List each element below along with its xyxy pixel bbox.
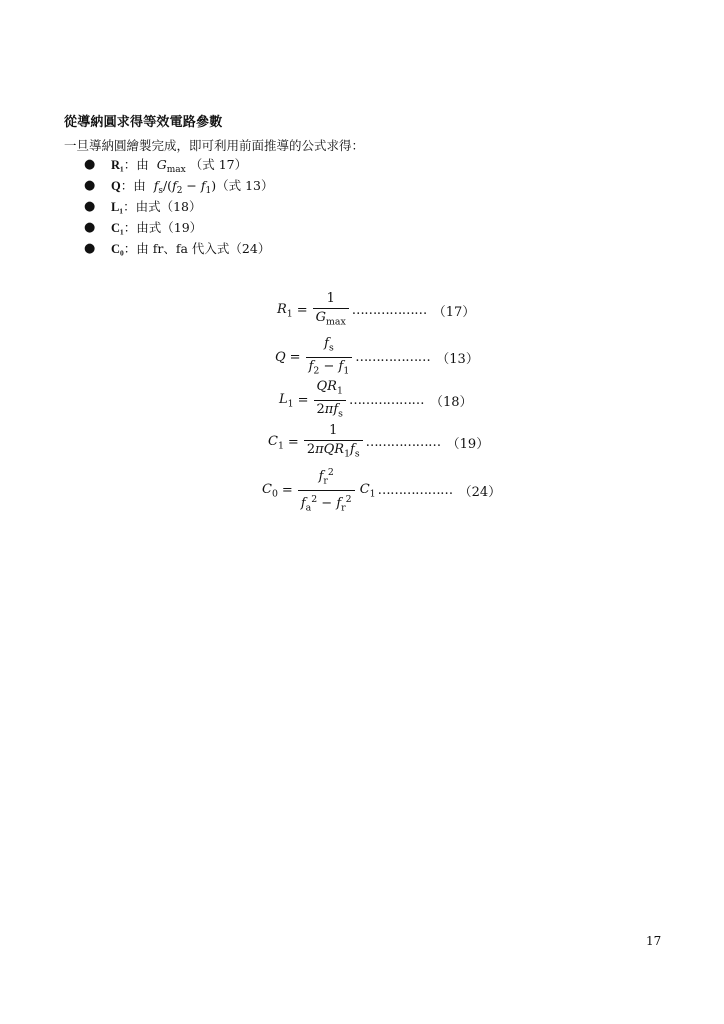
param-label: L₁ — [111, 200, 124, 214]
bullet-icon: ● — [84, 157, 96, 172]
equation-number: （13） — [436, 352, 479, 368]
list-item-c0 — [84, 240, 274, 261]
equation-13: Q = $\frac{f_s}{f_2 - f_1}$ ……………… （13） — [275, 336, 479, 377]
list-item-c1 — [84, 219, 274, 240]
intro-paragraph: 一旦導納圓繪製完成，即可利用前面推導的公式求得： — [64, 138, 365, 153]
list-item-r1 — [84, 156, 274, 177]
equation-17: $R_1$ = $\frac{1}{G_{max}}$ ……………… （17） — [277, 291, 476, 328]
list-text: ：由 fr、fa 代入式（24） — [123, 241, 271, 256]
formula-q: $f_s/(f_2 - f_1)$ — [149, 178, 217, 197]
list-text: ：由 — [120, 178, 146, 193]
equation-number: （24） — [458, 485, 502, 501]
list-text: ：由式（18） — [123, 199, 202, 214]
list-text: （式 13） — [216, 178, 274, 193]
equation-number: （17） — [432, 305, 476, 321]
equation-number: （18） — [429, 395, 473, 411]
param-label: Q — [111, 179, 121, 193]
list-item-q — [84, 177, 274, 198]
bullet-icon: ● — [84, 178, 96, 193]
list-text: ：由 — [123, 157, 149, 172]
equation-leader-dots: ……………… — [348, 393, 424, 409]
page-number: 17 — [646, 934, 662, 948]
equation-number: （19） — [446, 437, 490, 453]
section-heading: 從導納圓求得等效電路參數 — [64, 115, 223, 130]
parameter-list — [84, 156, 274, 261]
equation-leader-dots: ……………… — [351, 303, 427, 319]
equation-leader-dots: ……………… — [377, 483, 453, 499]
param-label: C₀ — [111, 242, 124, 256]
bullet-icon: ● — [84, 241, 96, 256]
bullet-icon: ● — [84, 220, 96, 235]
equation-leader-dots: ……………… — [365, 435, 441, 451]
bullet-icon: ● — [84, 199, 96, 214]
list-text: （式 17） — [189, 157, 248, 172]
equation-18: $L_1$ = $\frac{QR_1}{2\pi f_s}$ ……………… （18） — [279, 379, 473, 420]
formula-gmax: $G_{max}$ — [152, 157, 186, 176]
param-label: R₁ — [111, 158, 124, 172]
equation-24: $C_0$ = $\frac{f_r^2}{f_a^2 - f_r^2}$ $C_1$ ……………… （24） — [262, 467, 502, 514]
equation-leader-dots: ……………… — [355, 350, 431, 366]
param-label: C₁ — [111, 221, 124, 235]
list-text: ：由式（19） — [123, 220, 203, 235]
equation-19: $C_1$ = $\frac{1}{2\pi QR_1f_s}$ ……………… （19） — [268, 423, 490, 460]
list-item-l1 — [84, 198, 274, 219]
